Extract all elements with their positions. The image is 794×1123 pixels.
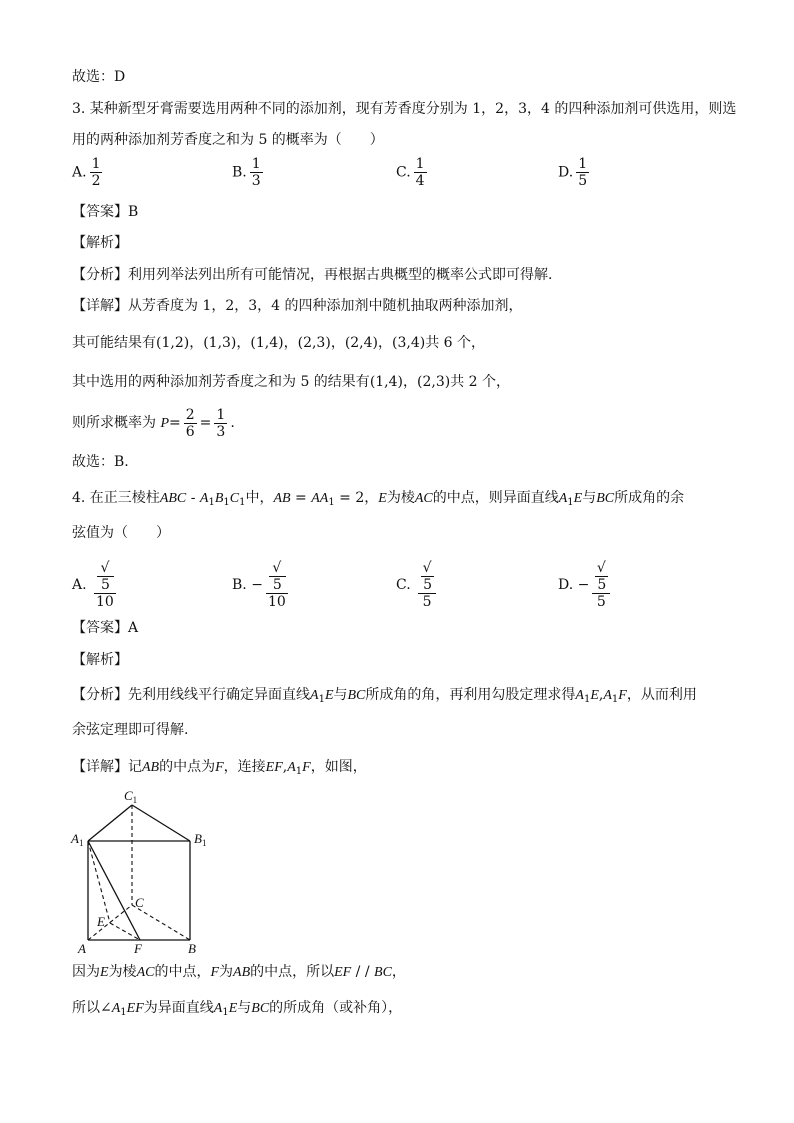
q3-analysis-summary: 【分析】利用列举法列出所有可能情况，再根据古典概型的概率公式即可得解. [72,267,553,283]
q4-analysis-line2: 余弦定理即可得解. [72,722,189,738]
q4-because-line: 因为E为棱AC的中点，F为AB的中点，所以EF / / BC， [72,964,406,980]
q3-detail: 【详解】从芳香度为 1，2，3，4 的四种添加剂中随机抽取两种添加剂， [72,298,523,314]
q3-selected-line: 其中选用的两种添加剂芳香度之和为 5 的结果有(1,4)，(2,3)共 2 个， [72,374,511,390]
label-A1: $A_1$ [71,831,84,848]
label-F: F [134,941,142,956]
label-C: C [135,895,144,910]
q4-therefore-line: 所以$\angle A_1EF$为异面直线$A_1E$与BC的所成角（或补角）， [72,1000,403,1018]
q4-answer: 【答案】A [72,620,139,636]
q4-stem-line1: 4. 在正三棱柱ABC - $A_1B_1C_1$中，AB = $AA_1 = 2$，E为棱AC的中点，则异面直线$A_1E$与BC所成角的余 [72,490,685,508]
label-A: A [78,941,86,956]
q3-option-b: B. $\frac{1}{3}$ [232,156,261,189]
q4-analysis-heading: 【解析】 [72,652,128,668]
q4-analysis-line1: 【分析】先利用线线平行确定异面直线$A_1E$与BC所成角的角，再利用勾股定理求得$A_1E,A_1F$，从而利用 [72,687,697,705]
q4-option-c: C. √ 5 5 [396,560,439,610]
q3-option-d: D. $\frac{1}{5}$ [558,156,588,189]
q3-stem-line2: 用的两种添加剂芳香度之和为 5 的概率为（ ） [72,132,384,148]
label-B: B [188,941,196,956]
q3-analysis-heading: 【解析】 [72,235,128,251]
q4-option-b: B. − √ 5 10 [232,560,286,610]
q3-probability-line: 则所求概率为 P= $\frac{2}{6}$ = $\frac{1}{3}$ . [72,406,235,440]
q3-answer: 【答案】B [72,204,139,220]
edge-A1-C1 [88,805,132,841]
q4-option-a: A. √ 5 10 [72,560,114,610]
q4-stem-line2: 弦值为（ ） [72,525,170,541]
prism-figure [68,785,218,957]
q3-option-a: A. $\frac{1}{2}$ [72,156,101,189]
q3-option-c: C. $\frac{1}{4}$ [396,156,425,189]
edge-C1-B1 [132,805,190,841]
q3-results-line: 其可能结果有(1,2)，(1,3)，(1,4)，(2,3)，(2,4)，(3,4)共 6 个， [72,335,486,351]
q3-stem-line1: 3. 某种新型牙膏需要选用两种不同的添加剂，现有芳香度分别为 1，2，3，4 的四种添加剂可供选用，则选 [72,101,737,117]
edge-C-B [132,905,190,940]
segment-A1-E [88,841,110,923]
q4-option-d: D. − √ 5 5 [558,560,613,610]
label-B1: $B_1$ [194,831,207,848]
q3-conclusion: 故选：B. [72,454,129,470]
label-C1: $C_1$ [124,788,138,805]
label-E: E [97,914,105,929]
q4-detail-line: 【详解】记AB的中点为F，连接$EF,A_1F$，如图， [72,759,367,777]
prev-answer-line: 故选：D [72,69,126,85]
